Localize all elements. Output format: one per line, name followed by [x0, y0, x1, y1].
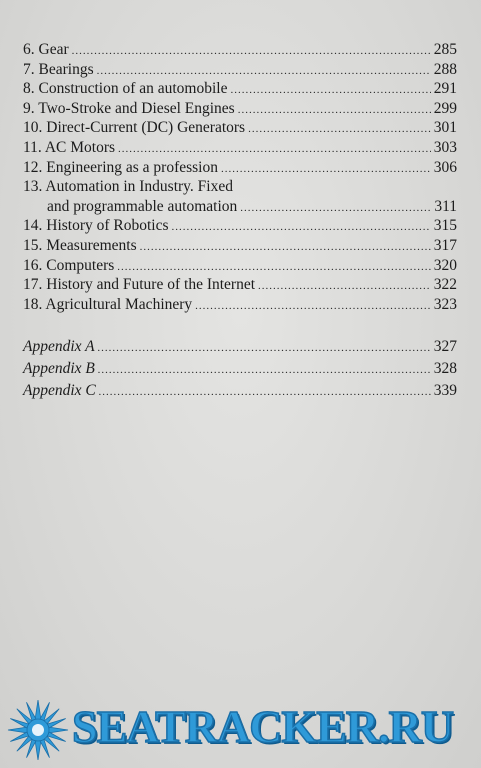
toc-entry-page: 323	[433, 295, 457, 313]
toc-entry-title: 6. Gear	[23, 41, 69, 58]
toc-entry-title: 7. Bearings	[23, 60, 94, 78]
toc-entry	[23, 295, 457, 315]
dot-leader	[240, 199, 431, 219]
watermark-text: SEATRACKER.RU	[72, 701, 454, 752]
toc-entry	[23, 256, 457, 276]
toc-entry	[23, 99, 457, 119]
toc-entry-page: 291	[433, 80, 457, 98]
dot-leader	[221, 160, 431, 180]
dot-leader	[72, 42, 431, 62]
toc-entry-page: 320	[433, 256, 457, 274]
dot-leader	[98, 359, 431, 381]
sun-logo-icon	[6, 698, 70, 762]
appendix-title: Appendix C	[23, 382, 96, 400]
toc-entry-title: 17. History and Future of the Internet	[23, 276, 256, 294]
dot-leader	[195, 297, 431, 317]
toc-appendix	[23, 380, 457, 402]
toc-entry-page: 285	[433, 41, 457, 58]
toc-entry	[23, 138, 457, 158]
dot-leader	[172, 218, 431, 238]
toc-entry-page: 306	[433, 158, 457, 176]
toc-appendix	[23, 358, 457, 380]
dot-leader	[248, 120, 431, 140]
toc-entry-title: 12. Engineering as a profession	[23, 158, 218, 176]
toc-entry	[23, 275, 457, 295]
toc-entry-page: 299	[433, 99, 457, 117]
spacer	[23, 314, 457, 336]
appendix-page: 339	[433, 382, 457, 400]
toc-entry	[23, 79, 457, 99]
toc-entry	[23, 118, 457, 138]
toc-entry-title: 14. History of Robotics	[23, 217, 169, 235]
toc-entry-title: 9. Two-Stroke and Diesel Engines	[23, 99, 235, 117]
appendix-title: Appendix A	[23, 338, 95, 356]
appendix-page: 328	[433, 360, 457, 378]
dot-leader	[98, 337, 431, 359]
toc-entry-page: 315	[433, 217, 457, 235]
dot-leader	[238, 101, 431, 121]
toc-entry-title: 11. AC Motors	[23, 138, 116, 156]
toc-entry	[23, 236, 457, 256]
toc-entry-page: 317	[433, 236, 457, 254]
toc-entry	[23, 216, 457, 236]
toc-entry-page: 322	[433, 276, 457, 294]
toc-entry-title: 10. Direct-Current (DC) Generators	[23, 119, 246, 137]
table-of-contents	[23, 40, 457, 402]
toc-entry-title: 8. Construction of an automobile	[23, 80, 228, 98]
toc-entry-title: and programmable automation	[47, 197, 238, 215]
toc-entry-page: 288	[433, 60, 457, 78]
toc-appendix	[23, 336, 457, 358]
toc-entry	[23, 60, 457, 80]
dot-leader	[140, 238, 431, 258]
toc-entry-page: 301	[433, 119, 457, 137]
toc-entry-title: 16. Computers	[23, 256, 115, 274]
toc-entry	[23, 177, 457, 197]
toc-entry-title: 18. Agricultural Machinery	[23, 295, 193, 313]
dot-leader	[230, 81, 430, 101]
dot-leader	[258, 277, 431, 297]
appendix-title: Appendix B	[23, 360, 95, 378]
toc-entry-title: 13. Automation in Industry. Fixed	[23, 178, 233, 196]
toc-entry-page: 303	[433, 138, 457, 156]
toc-entry-continuation	[23, 197, 457, 217]
toc-entry-page: 311	[434, 197, 457, 215]
watermark-banner	[0, 690, 481, 768]
appendix-page: 327	[433, 338, 457, 356]
dot-leader	[99, 381, 431, 403]
toc-entry	[23, 158, 457, 178]
toc-entry	[23, 40, 457, 60]
toc-entry-title: 15. Measurements	[23, 236, 137, 254]
